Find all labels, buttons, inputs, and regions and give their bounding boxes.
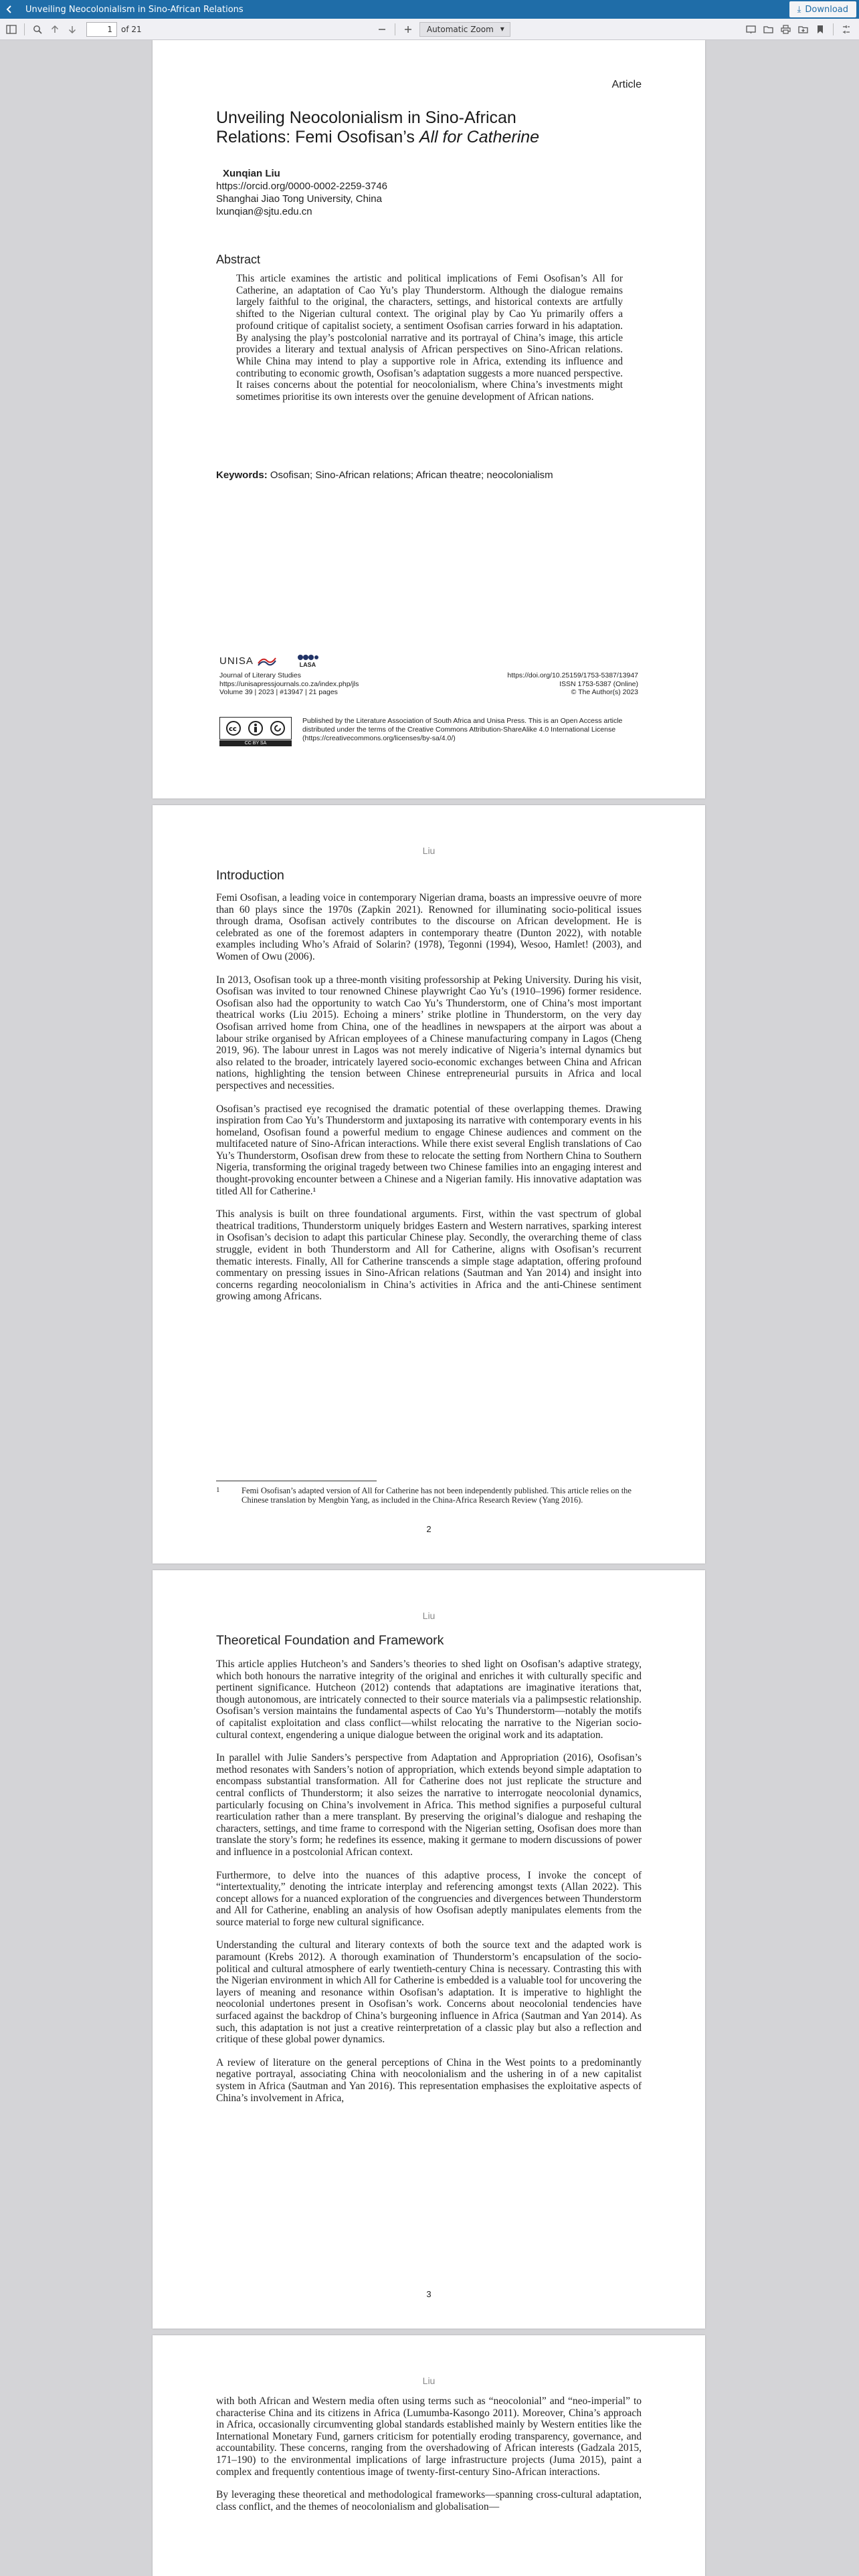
zoom-in-icon[interactable] bbox=[399, 21, 417, 38]
unisa-logo: UNISA bbox=[219, 655, 276, 667]
journal-name: Journal of Literary Studies bbox=[219, 671, 301, 679]
doi-link[interactable]: https://doi.org/10.25159/1753-5387/13947 bbox=[507, 671, 638, 679]
issn: ISSN 1753-5387 (Online) bbox=[559, 679, 638, 688]
journal-info bbox=[219, 671, 359, 697]
page-number: 3 bbox=[426, 2289, 432, 2299]
lasa-logo: LASA bbox=[296, 653, 319, 668]
paragraph: By leveraging these theoretical and methodological frameworks—spanning cross-cultural adaptation, class conflict, and the themes of neocolonialism and globalisation— bbox=[216, 2489, 642, 2512]
pdf-page-4 bbox=[153, 2335, 705, 2576]
paragraph: In 2013, Osofisan took up a three-month visiting professorship at Peking University. During his visit, Osofisan was invited to tour renowned Chinese playwright Cao Yu’s (1910–1996) former residence. Osofisan also had the opportunity to watch Cao Yu’s Thunderstorm, one of China’s most important theatrical works (Liu 2015). Echoing a miners’ strike plotline in Thunderstorm, on the very day Osofisan arrived home from China, one of the headlines in newspapers at the airport was about a labour strike organised by African employees of a Chinese manufacturing company in Lagos (Cheng 2019, 96). The labour unrest in Lagos was not merely indicative of Nigeria’s internal dynamics but also related to the broader, intricately layered socio-economic exchanges between China and African nations, highlighting the tension between Chinese entrepreneurial pursuits in Africa and local perspectives and necessities. bbox=[216, 974, 642, 1091]
author-orcid[interactable]: https://orcid.org/0000-0002-2259-3746 bbox=[216, 181, 388, 192]
pdf-toolbar bbox=[0, 19, 859, 40]
paragraph: In parallel with Julie Sanders’s perspective from Adaptation and Appropriation (2016), Osofisan’s method resonates with Sanders’s notion of appropriation, which extends beyond simple adaptation to encompass substantial transformation. All for Catherine does not just replicate the structure and central conflicts of Thunderstorm; it also seizes the narrative to interrogate neocolonial dynamics, particularly focusing on China’s involvement in Africa. This method signifies a purposeful cultural rearticulation rather than a mere transplant. By preserving the original’s dialogue and reshaping the characters, settings, and time frame to correspond with the Nigerian setting, Osofisan does more than translate the story’s form; he redefines its essence, making it germane to modern discussions of power and influence in a postcolonial African context. bbox=[216, 1752, 642, 1858]
journal-url[interactable]: https://unisapressjournals.co.za/index.php/jls bbox=[219, 679, 359, 688]
pdf-viewer[interactable] bbox=[0, 40, 859, 2576]
find-icon[interactable] bbox=[29, 21, 46, 38]
paragraph: Understanding the cultural and literary contexts of both the source text and the adapted work is paramount (Krebs 2012). A thorough examination of Thunderstorm’s encapsulation of the socio-political and cultural atmosphere of early twentieth-century China is necessary. Contrasting this with the Nigerian environment in which All for Catherine is embedded is a valuable tool for uncovering the layers of meaning and resonance within Osofisan’s adaptation. It is imperative to highlight the neocolonial undertones present in Osofisan’s work. Concerns about neocolonial tendencies have surfaced against the backdrop of China’s burgeoning influence in Africa (Sautman and Yan 2014). As such, this adaptation is not just a creative reinterpretation of a classic play but also a reflection and critique of these global power dynamics. bbox=[216, 1939, 642, 2046]
footnote-text: Femi Osofisan’s adapted version of All for Catherine has not been independently published. This article relies on the Chinese translation by Mengbin Yang, as included in the China-Africa Research Review (Yang 2016). bbox=[242, 1486, 632, 1505]
author-name: Xunqian Liu bbox=[223, 168, 280, 179]
cc-icon bbox=[226, 721, 241, 736]
svg-text:cc: cc bbox=[229, 726, 237, 733]
next-page-icon[interactable] bbox=[64, 21, 81, 38]
download-label: Download bbox=[805, 4, 848, 15]
author-affiliation: Shanghai Jiao Tong University, China bbox=[216, 193, 382, 205]
running-head: Liu bbox=[422, 2375, 436, 2386]
print-icon[interactable] bbox=[777, 21, 794, 38]
section-heading-introduction: Introduction bbox=[216, 868, 284, 883]
license-text: Published by the Literature Association of South Africa and Unisa Press. This is an Open Access article distributed under the terms of the Creative Commons Attribution-ShareAlike 4.0 International License (https://creativecommons.org/licenses/by-sa/4.0/) bbox=[302, 717, 623, 742]
abstract-heading: Abstract bbox=[216, 253, 261, 266]
pdf-page-2 bbox=[153, 805, 705, 1564]
journal-volume: Volume 39 | 2023 | #13947 | 21 pages bbox=[219, 688, 338, 696]
cc-license-badge[interactable] bbox=[219, 717, 292, 740]
author-block bbox=[216, 167, 387, 218]
article-type: Article bbox=[611, 79, 642, 90]
title-bar bbox=[0, 0, 859, 19]
body-text bbox=[216, 892, 642, 1314]
doi-info bbox=[507, 671, 638, 697]
running-head: Liu bbox=[422, 1610, 436, 1621]
copyright: © The Author(s) 2023 bbox=[571, 688, 638, 696]
tools-menu-icon[interactable] bbox=[838, 21, 855, 38]
paragraph: This article applies Hutcheon’s and Sanders’s theories to shed light on Osofisan’s adaptive strategy, which both honours the narrative integrity of the original and enriches it with culturally specific and pertinent significance. Hutcheon (2012) contends that adaptations are imaginative iterations that, though autonomous, are intricately connected to their source materials via a palimpsestic relationship. Osofisan’s version maintains the fundamental aspects of Cao Yu’s Thunderstorm—notably the motifs of capitalist exploitation and class conflict—whilst relocating the narrative to the Nigerian socio-cultural context, engendering a unique dialogue between the original work and its adaptation. bbox=[216, 1658, 642, 1741]
keywords-line: Keywords: Osofisan; Sino-African relations; African theatre; neocolonialism bbox=[216, 469, 553, 481]
bookmark-icon[interactable] bbox=[812, 21, 829, 38]
paragraph: Femi Osofisan, a leading voice in contemporary Nigerian drama, boasts an impressive oeuvre of more than 60 plays since the 1970s (Zapkin 2021). Renowned for illuminating socio-political issues through drama, Osofisan actively contributes to the discourse on African development. He is celebrated as one of the foremost adapters in contemporary theatre (Dunton 2022), with notable examples including Who’s Afraid of Solarin? (1978), Tegonni (1994), Wesoo, Hamlet! (2003), and Women of Owu (2006). bbox=[216, 892, 642, 962]
abstract-text: This article examines the artistic and political implications of Femi Osofisan’s All for Catherine, an adaptation of Cao Yu’s play Thunderstorm. Although the dialogue remains largely faithful to the original, the characters, settings, and historical contexts are artfully shifted to the Nigerian cultural context. The original play by Cao Yu primarily offers a profound critique of capitalist society, a sentiment Osofisan carries forward in his adaptation. By analysing the play’s postcolonial narrative and its portrayal of China’s image, this article provides a literary and textual analysis of African perspectives on Sino-African relations. While China may intend to play a supportive role in Africa, extending its influence and contributing to economic growth, Osofisan’s adaptation suggests a more nuanced perspective. It raises concerns about the potential for neocolonialism, where China’s investments might sometimes prioritise its own interests over the genuine development of African nations. bbox=[236, 273, 623, 403]
save-icon[interactable] bbox=[794, 21, 812, 38]
author-email[interactable]: lxunqian@sjtu.edu.cn bbox=[216, 206, 312, 217]
article-title: Unveiling Neocolonialism in Sino-African Relations: Femi Osofisan’s All for Catherine bbox=[216, 108, 540, 146]
paragraph: Osofisan’s practised eye recognised the dramatic potential of these overlapping themes. Drawing inspiration from Cao Yu’s Thunderstorm and juxtaposing its narrative with contemporary events in his homeland, Osofisan found a powerful medium to engage Chinese audiences and comment on the multifaceted nature of Sino-African interactions. While there exist several English translations of Cao Yu’s Thunderstorm, Osofisan drew from these to relocate the setting from Northern China to Southern Nigeria, transforming the original tragedy between two Chinese families into an engaging interest and thought-provoking encounter between a Chinese and a Nigerian family. His innovative adaptation was titled All for Catherine.¹ bbox=[216, 1103, 642, 1197]
body-text bbox=[216, 2395, 642, 2524]
sidebar-toggle-icon[interactable] bbox=[3, 21, 20, 38]
running-head: Liu bbox=[422, 845, 436, 856]
open-file-icon[interactable] bbox=[759, 21, 777, 38]
page-number-input[interactable]: 1 bbox=[86, 22, 117, 37]
paragraph: A review of literature on the general perceptions of China in the West points to a predominantly negative portrayal, associating China with neocolonialism and the ushering in of a new capitalist system in Africa (Sautman and Yan 2016). This representation emphasises the exploitative aspects of China’s involvement in Africa, bbox=[216, 2056, 642, 2104]
paragraph: with both African and Western media often using terms such as “neocolonial” and “neo-imperial” to characterise China and its citizens in Africa (Lumumba-Kasongo 2011). Moreover, China’s approach in Africa, occasionally circumventing global standards established mainly by Western entities like the International Monetary Fund, garners criticism for potentially eroding transparency, governance, and accountability. These concerns, ranging from the overshadowing of African interests (Gadzala 2015, 171–190) to the environmental implications of large infrastructure projects (Juma 2015), paint a complex and frequently contentious image of twenty-first-century Sino-African interactions. bbox=[216, 2395, 642, 2478]
sa-icon bbox=[270, 721, 285, 736]
presentation-mode-icon[interactable] bbox=[742, 21, 759, 38]
pdf-page-1 bbox=[153, 40, 705, 798]
cc-label: CC BY SA bbox=[219, 740, 292, 746]
previous-page-icon[interactable] bbox=[46, 21, 64, 38]
back-arrow-icon[interactable] bbox=[0, 0, 19, 19]
section-heading-theory: Theoretical Foundation and Framework bbox=[216, 1633, 444, 1648]
paragraph: Furthermore, to delve into the nuances of this adaptive process, I invoke the concept of “intertextuality,” denoting the intricate interplay and referencing amongst texts (Allan 2022). This concept allows for a nuanced exploration of the congruencies and divergences between Thunderstorm and All for Catherine, enabling an analysis of how Osofisan adeptly manipulates elements from the source material to forge new cultural significance. bbox=[216, 1869, 642, 1928]
document-title: Unveiling Neocolonialism in Sino-African Relations bbox=[25, 4, 244, 15]
page-count: of 21 bbox=[121, 24, 142, 34]
download-icon: ⤓ bbox=[797, 4, 801, 15]
zoom-select[interactable]: Automatic Zoom ▾ bbox=[419, 22, 510, 37]
footnote-mark: 1 bbox=[216, 1486, 220, 1494]
zoom-out-icon[interactable] bbox=[373, 21, 391, 38]
pdf-page-3 bbox=[153, 1570, 705, 2329]
publisher-logos bbox=[219, 653, 319, 668]
by-icon bbox=[248, 721, 263, 736]
download-button[interactable] bbox=[789, 1, 856, 17]
body-text bbox=[216, 1658, 642, 2115]
paragraph: This analysis is built on three foundational arguments. First, within the vast spectrum of global theatrical traditions, Thunderstorm uniquely bridges Eastern and Western narratives, sparking interest in Osofisan’s decision to adapt this particular Chinese play. Secondly, the overarching theme of class struggle, evident in both Thunderstorm and All for Catherine, aligns with Osofisan’s recurrent thematic interests. Finally, All for Catherine transcends a simple stage adaptation, offering profound commentary on pressing issues in Sino-African relations (Sautman and Yan 2014) and insight into concerns regarding neocolonialism in China’s activities in Africa and the anti-Chinese sentiment growing among Africans. bbox=[216, 1208, 642, 1303]
page-number: 2 bbox=[426, 1524, 432, 1534]
